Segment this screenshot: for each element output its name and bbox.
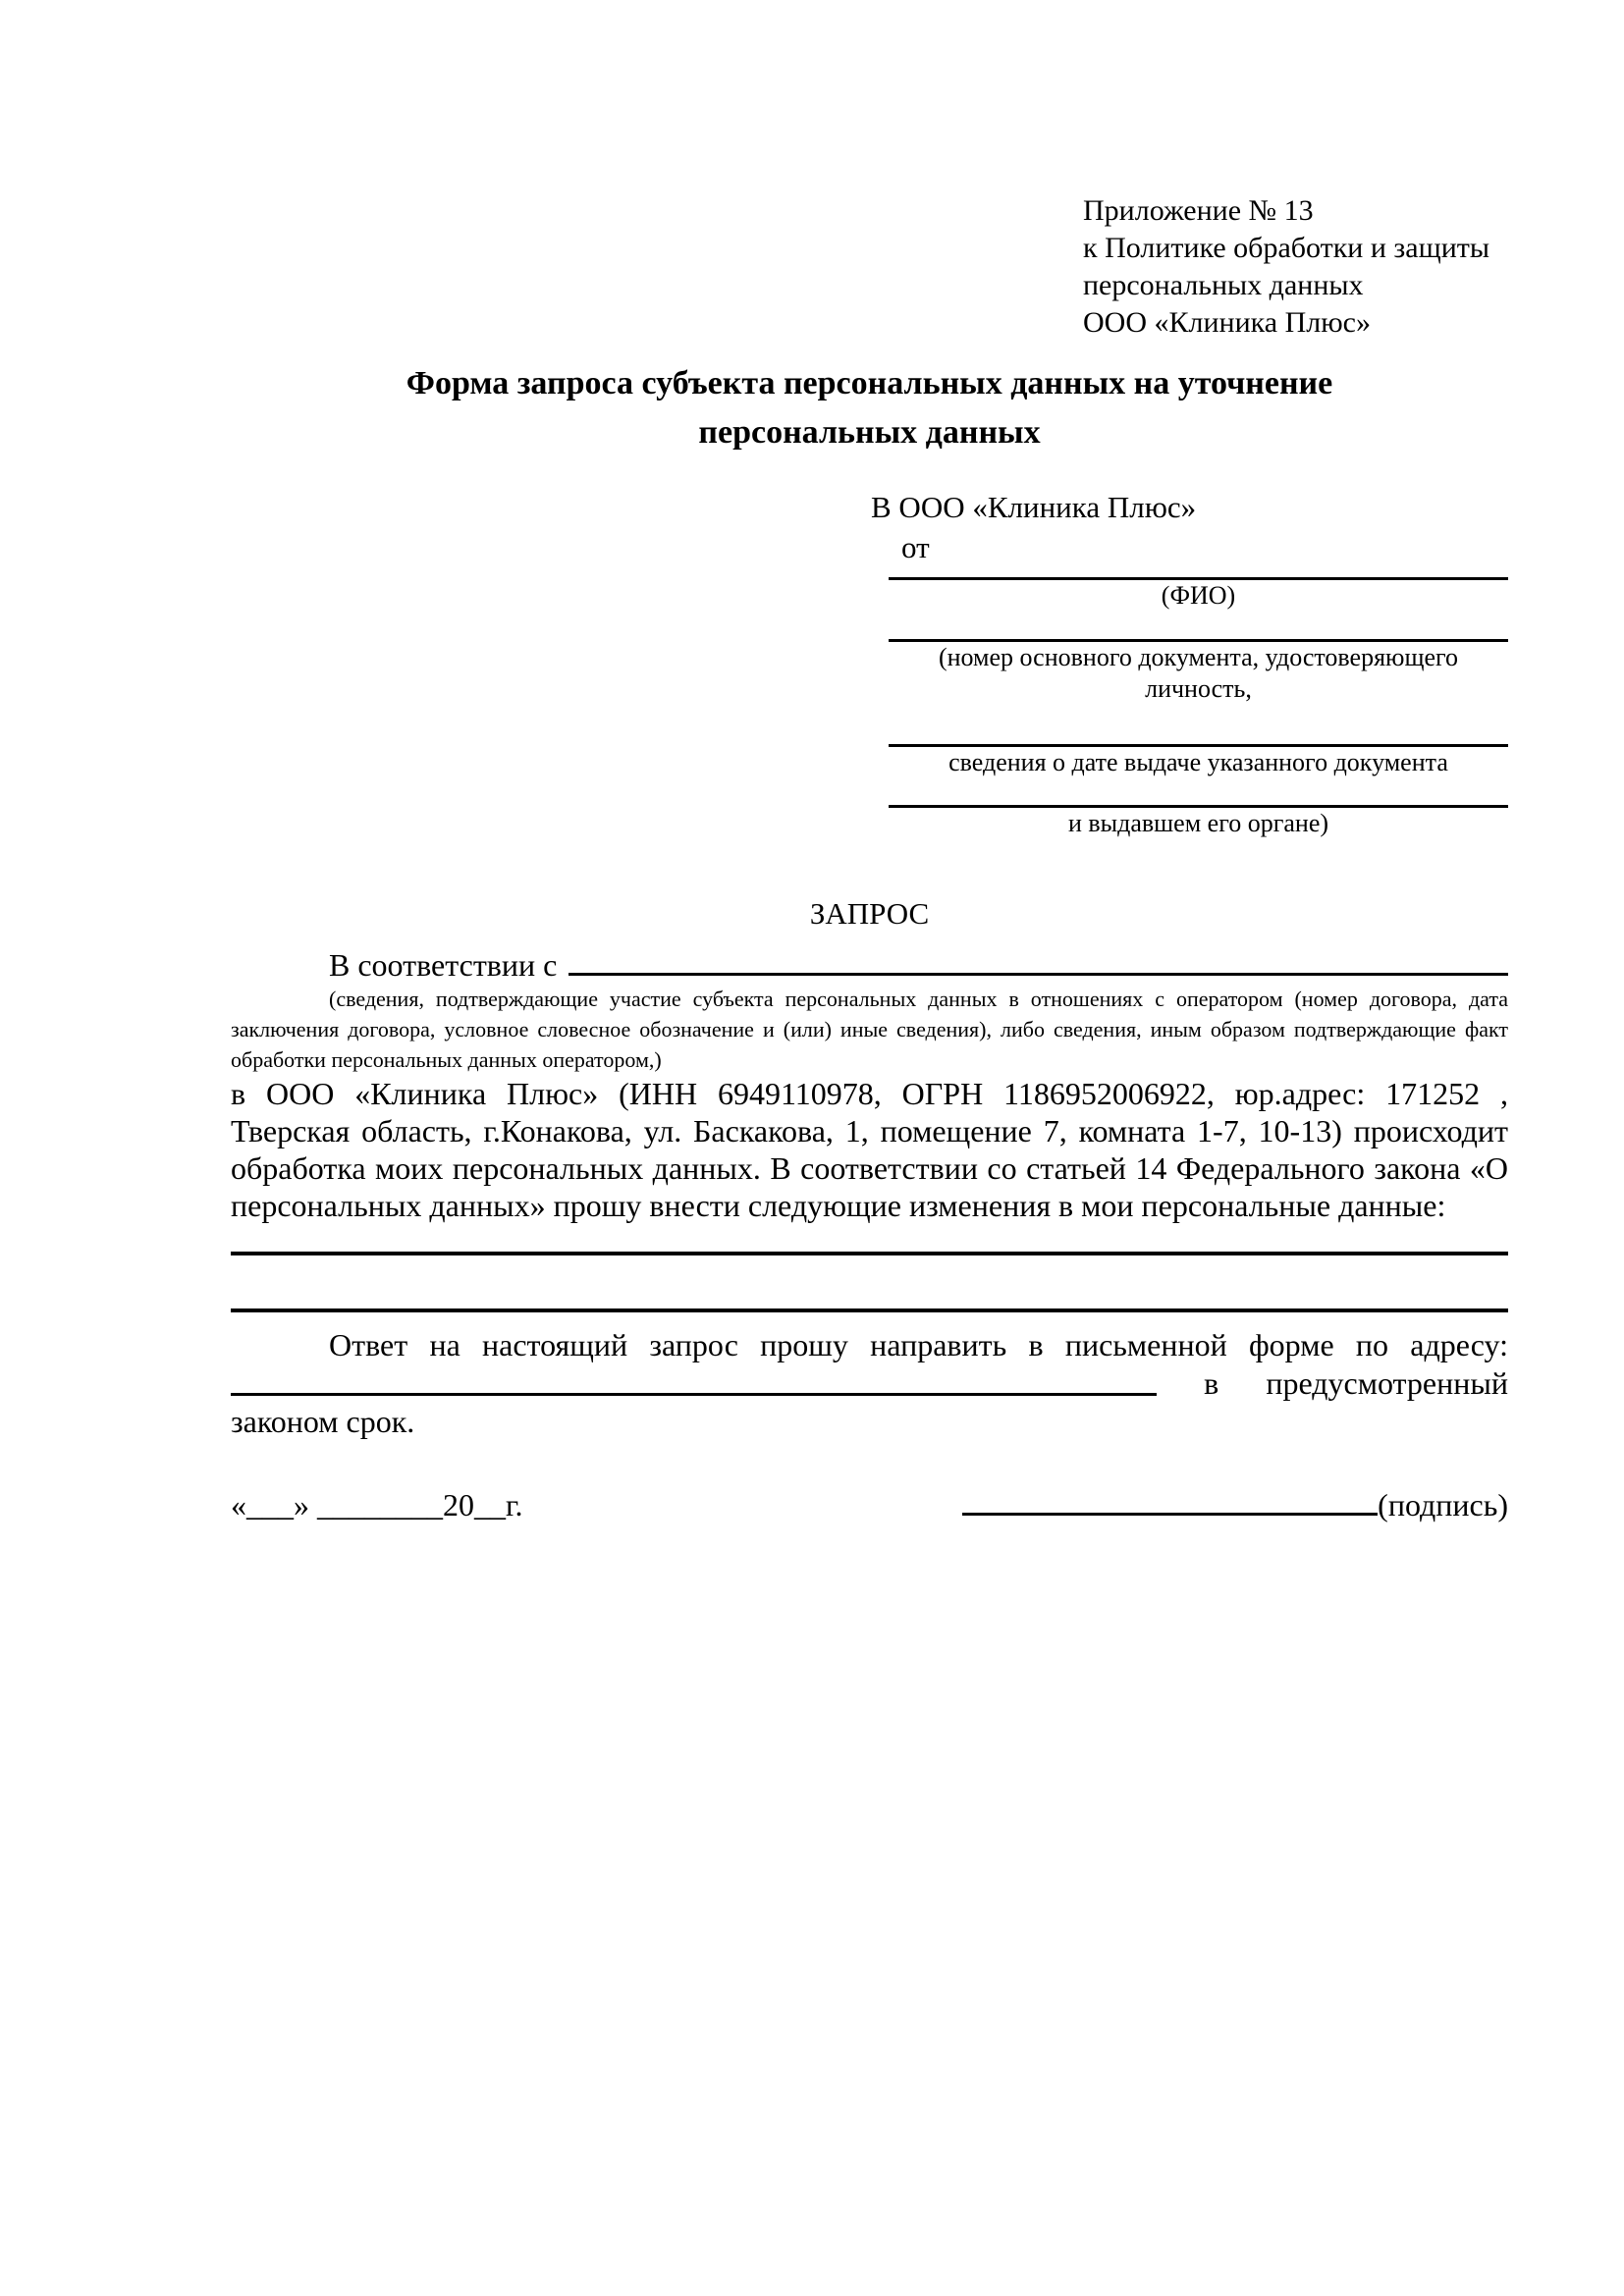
request-body-paragraph: в ООО «Клиника Плюс» (ИНН 6949110978, ОГРН 1186952006922, юр.адрес: 171252 , Тверская область, г.Конакова, ул. Баскакова, 1, помещение 7, комната 1-7, 10-13) происходит обработка моих персональных данных. В соответствии со статьей 14 Федерального закона «О персональных данных» прошу внести следующие изменения в мои персональные данные:: [231, 1076, 1508, 1223]
document-number-caption: (номер основного документа, удостоверяющего личность,: [938, 643, 1459, 703]
appendix-note-line: ООО «Клиника Плюс»: [1083, 306, 1371, 339]
signature-group: [962, 1483, 1508, 1524]
appendix-note-line: Приложение № 13: [1083, 194, 1314, 227]
document-title-line: персональных данных: [698, 414, 1041, 451]
appendix-note-line: к Политике обработки и защиты: [1083, 232, 1490, 264]
addressee-from-label: от: [901, 530, 930, 564]
intro-blank-line: [568, 943, 1508, 976]
document-title-line: Форма запроса субъекта персональных данных на уточнение: [406, 365, 1333, 401]
signature-blank-line: [962, 1483, 1378, 1516]
issue-date-caption: сведения о дате выдаче указанного документа: [948, 748, 1448, 776]
intro-prefix: В соответствии с: [329, 947, 558, 983]
footnote-text: (сведения, подтверждающие участие субъекта персональных данных в отношениях с оператором (номер договора, дата заключения договора, условное словесное обозначение и (или) иные сведения), либо сведения, иным образом подтверждающие факт обработки персональных данных оператором,): [231, 987, 1508, 1072]
changes-blank-line-2: [231, 1308, 1508, 1312]
reply-word-predusmotrenny: предусмотренный: [1266, 1365, 1508, 1401]
addressee-blanks: [889, 577, 1508, 839]
reply-word-v: в: [1204, 1365, 1219, 1401]
fio-caption: (ФИО): [1161, 581, 1236, 610]
document-title: [231, 359, 1508, 457]
reply-tail-text: законом срок.: [231, 1404, 415, 1439]
signature-caption: (подпись): [1378, 1487, 1508, 1522]
reply-address-blank-row: [231, 1363, 1508, 1403]
addressee-block: [871, 487, 1508, 839]
date-blank: «___» ________20__г.: [231, 1487, 523, 1522]
appendix-note-line: персональных данных: [1083, 269, 1364, 301]
appendix-note: [1083, 192, 1508, 342]
issuing-authority-caption: и выдавшем его органе): [1067, 809, 1329, 837]
document-content: [231, 0, 1508, 1524]
addressee-to: В ООО «Клиника Плюс»: [871, 490, 1197, 524]
request-heading: ЗАПРОС: [809, 896, 930, 931]
changes-blank-line-1: [231, 1252, 1508, 1255]
date-signature-row: [231, 1483, 1508, 1524]
reply-address-blank-line: [231, 1363, 1157, 1396]
reply-address-sentence: Ответ на настоящий запрос прошу направить в письменной форме по адресу:: [329, 1327, 1508, 1362]
intro-line: [231, 943, 1508, 984]
